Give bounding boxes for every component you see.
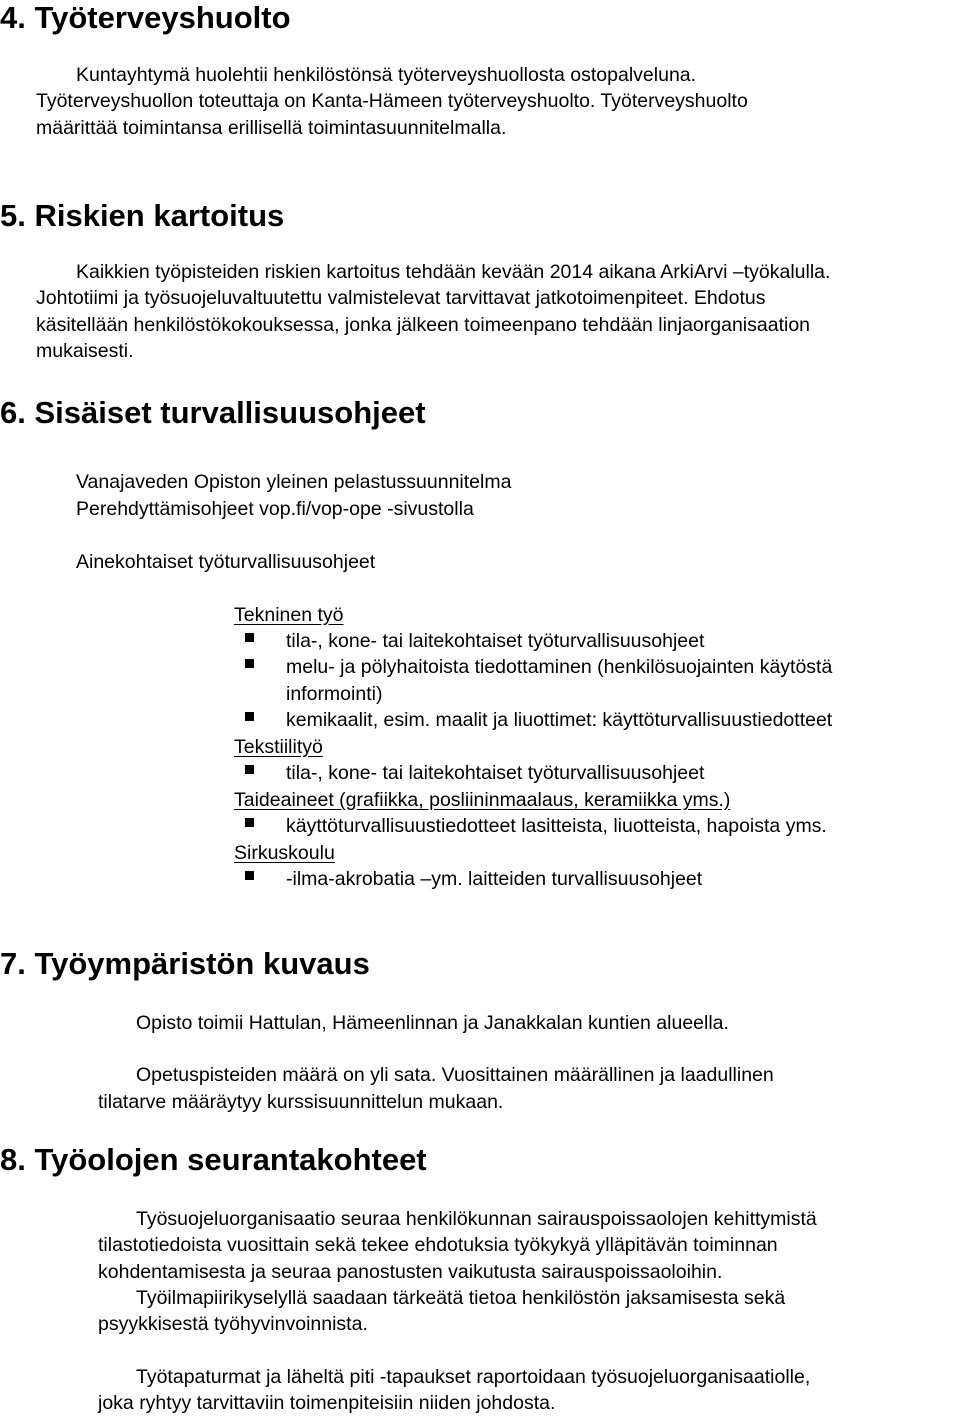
section-5-line: Johtotiimi ja työsuojeluvaltuutettu valmistelevat tarvittavat jatkotoimenpiteet. Ehdotus bbox=[36, 287, 766, 309]
plan-line: Vanajaveden Opiston yleinen pelastussuunnitelma bbox=[76, 471, 512, 493]
section-5-line: mukaisesti. bbox=[36, 340, 134, 362]
section-8-line: kohdentamisesta ja seuraa panostusten vaikutusta sairauspoissaoloihin. bbox=[98, 1261, 723, 1283]
section-8-line: Työilmapiirikyselyllä saadaan tärkeätä tietoa henkilöstön jaksamisesta sekä bbox=[136, 1287, 786, 1309]
section-4-line: Kuntayhtymä huolehtii henkilöstönsä työterveyshuollosta ostopalveluna. bbox=[76, 64, 697, 86]
list-item: tila-, kone- tai laitekohtaiset työturvallisuusohjeet bbox=[286, 762, 705, 784]
list-item: käyttöturvallisuustiedotteet lasitteista, liuotteista, hapoista yms. bbox=[286, 815, 827, 837]
bullet-icon bbox=[245, 871, 254, 880]
bullet-icon bbox=[245, 712, 254, 721]
group-title: Tekninen työ bbox=[234, 604, 344, 626]
group-title: Taideaineet (grafiikka, posliininmaalaus, keramiikka yms.) bbox=[234, 789, 731, 811]
section-7-paragraph: Opisto toimii Hattulan, Hämeenlinnan ja Janakkalan kuntien alueella. bbox=[136, 1012, 729, 1034]
bullet-icon bbox=[245, 818, 254, 827]
section-4-line: Työterveyshuollon toteuttaja on Kanta-Hämeen työterveyshuolto. Työterveyshuolto bbox=[36, 90, 748, 112]
section-5-line: Kaikkien työpisteiden riskien kartoitus tehdään kevään 2014 aikana ArkiArvi –työkalulla. bbox=[76, 261, 831, 283]
list-item: kemikaalit, esim. maalit ja liuottimet: käyttöturvallisuustiedotteet bbox=[286, 709, 833, 731]
section-5-heading: 5. Riskien kartoitus bbox=[0, 198, 285, 233]
list-item: -ilma-akrobatia –ym. laitteiden turvallisuusohjeet bbox=[286, 868, 703, 890]
subject-title: Ainekohtaiset työturvallisuusohjeet bbox=[76, 551, 376, 573]
section-8-line: Työtapaturmat ja läheltä piti -tapaukset raportoidaan työsuojeluorganisaatiolle, bbox=[136, 1366, 811, 1388]
list-item: melu- ja pölyhaitoista tiedottaminen (henkilösuojainten käytöstä bbox=[286, 656, 833, 678]
section-8-line: tilastotiedoista vuosittain sekä tekee ehdotuksia työkykyä ylläpitävän toiminnan bbox=[98, 1234, 778, 1256]
section-6-heading: 6. Sisäiset turvallisuusohjeet bbox=[0, 395, 426, 430]
section-7-paragraph-cont: tilatarve määräytyy kurssisuunnittelun mukaan. bbox=[98, 1091, 504, 1113]
section-4-heading: 4. Työterveyshuolto bbox=[0, 0, 291, 35]
list-item-continuation: informointi) bbox=[286, 683, 383, 705]
section-8-heading: 8. Työolojen seurantakohteet bbox=[0, 1142, 427, 1177]
bullet-icon bbox=[245, 659, 254, 668]
bullet-icon bbox=[245, 765, 254, 774]
section-5-line: käsitellään henkilöstökokouksessa, jonka jälkeen toimeenpano tehdään linjaorganisaation bbox=[36, 314, 811, 336]
section-7-heading: 7. Työympäristön kuvaus bbox=[0, 946, 370, 981]
section-8-line: psyykkisestä työhyvinvoinnista. bbox=[98, 1313, 368, 1335]
group-title: Sirkuskoulu bbox=[234, 842, 335, 864]
section-8-line: joka ryhtyy tarvittaviin toimenpiteisiin niiden johdosta. bbox=[98, 1392, 556, 1414]
plan-line: Perehdyttämisohjeet vop.fi/vop-ope -sivustolla bbox=[76, 498, 474, 520]
section-8-line: Työsuojeluorganisaatio seuraa henkilökunnan sairauspoissaolojen kehittymistä bbox=[136, 1208, 817, 1230]
bullet-icon bbox=[245, 633, 254, 642]
group-title: Tekstiilityö bbox=[234, 736, 323, 758]
list-item: tila-, kone- tai laitekohtaiset työturvallisuusohjeet bbox=[286, 630, 705, 652]
section-7-paragraph: Opetuspisteiden määrä on yli sata. Vuosittainen määrällinen ja laadullinen bbox=[136, 1064, 774, 1086]
section-4-line: määrittää toimintansa erillisellä toimintasuunnitelmalla. bbox=[36, 117, 507, 139]
